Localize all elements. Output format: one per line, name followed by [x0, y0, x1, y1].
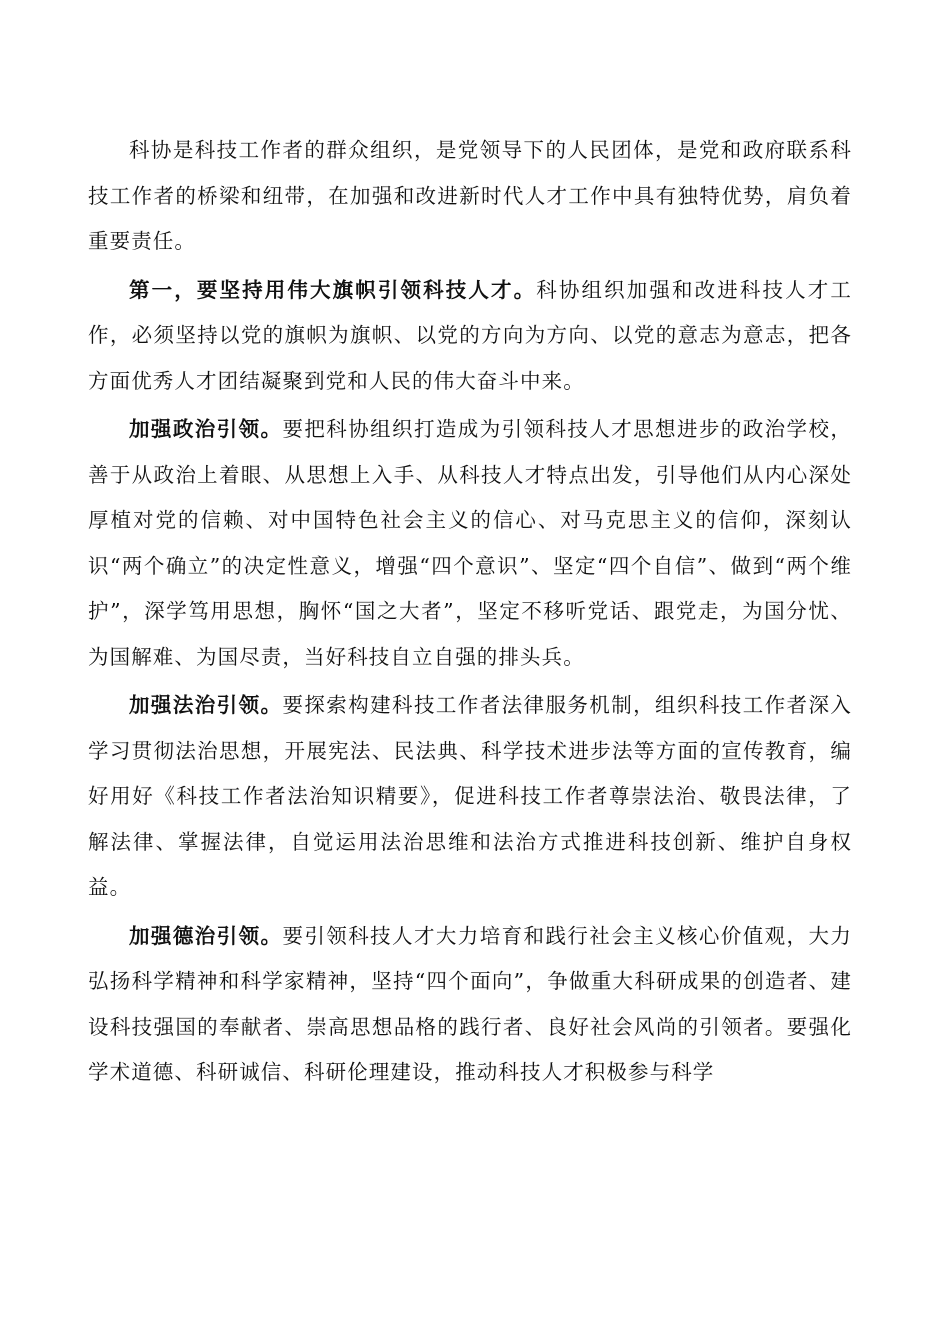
paragraph-text: 科协组织加强和改进科技人才工作，必须坚持以党的旗帜为旗帜、以党的方向为方向、以党的意志为意志，把各方面优秀人才团结凝聚到党和人民的伟大奋斗中来。: [88, 277, 852, 393]
paragraph-lead: 加强德治引领。: [129, 923, 283, 948]
paragraph-first-point: [88, 268, 852, 405]
paragraph-political-guidance: [88, 407, 852, 680]
paragraph-text: 要引领科技人才大力培育和践行社会主义核心价值观，大力弘扬科学精神和科学家精神，坚持“四个面向”，争做重大科研成果的创造者、建设科技强国的奉献者、崇高思想品格的践行者、良好社会风尚的引领者。要强化学术道德、科研诚信、科研伦理建设，推动科技人才积极参与科学: [88, 923, 852, 1084]
paragraph-text: 要探索构建科技工作者法律服务机制，组织科技工作者深入学习贯彻法治思想，开展宪法、民法典、科学技术进步法等方面的宣传教育，编好用好《科技工作者法治知识精要》，促进科技工作者尊崇法治、敬畏法律，了解法律、掌握法律，自觉运用法治思维和法治方式推进科技创新、维护自身权益。: [88, 693, 852, 899]
document-body: [88, 128, 852, 1096]
paragraph-intro: [88, 128, 852, 265]
paragraph-legal-guidance: [88, 683, 852, 911]
paragraph-text: 要把科协组织打造成为引领科技人才思想进步的政治学校，善于从政治上着眼、从思想上入手、从科技人才特点出发，引导他们从内心深处厚植对党的信赖、对中国特色社会主义的信心、对马克思主义的信仰，深刻认识“两个确立”的决定性意义，增强“四个意识”、坚定“四个自信”、做到“两个维护”，深学笃用思想，胸怀“国之大者”，坚定不移听党话、跟党走，为国分忧、为国解难、为国尽责，当好科技自立自强的排头兵。: [88, 417, 852, 669]
paragraph-lead: 第一，要坚持用伟大旗帜引领科技人才。: [129, 277, 537, 302]
paragraph-lead: 加强政治引领。: [129, 417, 283, 441]
paragraph-moral-guidance: [88, 914, 852, 1096]
paragraph-lead: 加强法治引领。: [129, 693, 283, 717]
paragraph-text: 科协是科技工作者的群众组织，是党领导下的人民团体，是党和政府联系科技工作者的桥梁和纽带，在加强和改进新时代人才工作中具有独特优势，肩负着重要责任。: [88, 138, 852, 253]
